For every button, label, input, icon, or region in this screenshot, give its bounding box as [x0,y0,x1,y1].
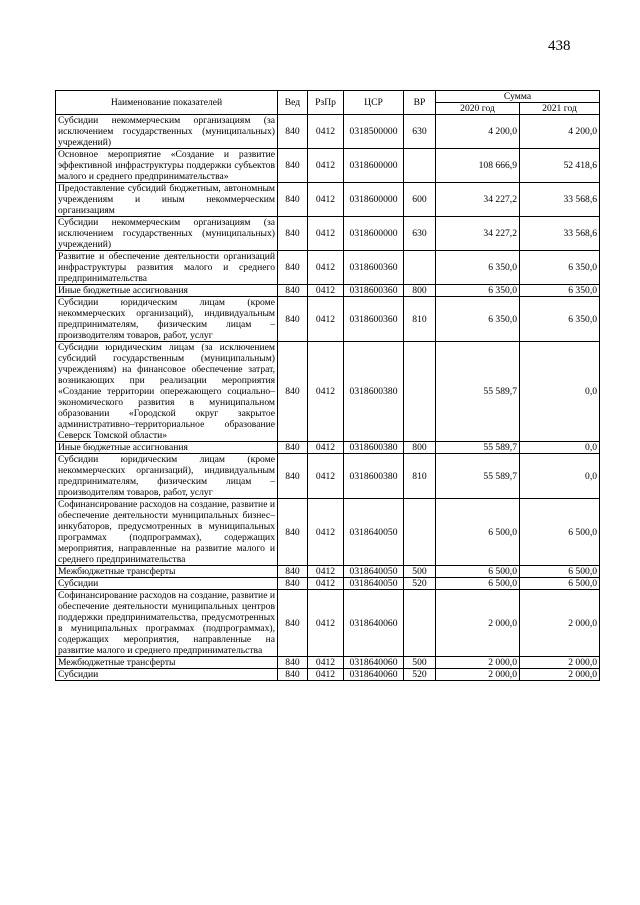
row-vr [404,342,436,442]
row-sum-2021: 6 350,0 [520,297,600,342]
table-row [56,590,600,657]
row-rzpr: 0412 [308,342,344,442]
table-row [56,442,600,454]
row-vr: 500 [404,657,436,669]
header-ved: Вед [278,91,308,115]
row-ved: 840 [278,454,308,499]
row-name: Иные бюджетные ассигнования [56,285,278,297]
table-row [56,217,600,251]
row-ved: 840 [278,297,308,342]
row-name: Предоставление субсидий бюджетным, автономным учреждениям и иным некоммерческим организациям [56,183,278,217]
row-sum-2020: 34 227,2 [436,183,520,217]
row-name: Субсидии юридическим лицам (кроме некоммерческих организаций), индивидуальным предпринимателям, физическим лицам – производителям товаров, работ, услуг [56,297,278,342]
row-sum-2021: 2 000,0 [520,669,600,681]
row-sum-2021: 6 500,0 [520,499,600,566]
table-row [56,454,600,499]
row-rzpr: 0412 [308,115,344,149]
row-csr: 0318600380 [344,454,404,499]
row-name: Субсидии [56,578,278,590]
row-name: Субсидии [56,669,278,681]
row-sum-2021: 0,0 [520,342,600,442]
row-vr: 810 [404,297,436,342]
row-ved: 840 [278,590,308,657]
row-rzpr: 0412 [308,566,344,578]
row-vr: 810 [404,454,436,499]
row-sum-2020: 6 500,0 [436,578,520,590]
row-vr: 520 [404,578,436,590]
row-name: Основное мероприятие «Создание и развитие эффективной инфраструктуры поддержки субъектов малого и среднего предпринимательства» [56,149,278,183]
table-row [56,149,600,183]
row-ved: 840 [278,657,308,669]
row-vr: 600 [404,183,436,217]
row-csr: 0318600360 [344,251,404,285]
row-rzpr: 0412 [308,657,344,669]
row-csr: 0318600000 [344,183,404,217]
row-sum-2021: 6 500,0 [520,578,600,590]
row-sum-2021: 33 568,6 [520,183,600,217]
row-rzpr: 0412 [308,578,344,590]
row-rzpr: 0412 [308,217,344,251]
table-row [56,578,600,590]
row-csr: 0318600360 [344,297,404,342]
row-vr [404,149,436,183]
row-csr: 0318600000 [344,149,404,183]
row-sum-2020: 2 000,0 [436,669,520,681]
row-sum-2020: 6 500,0 [436,499,520,566]
table-row [56,251,600,285]
row-rzpr: 0412 [308,251,344,285]
row-vr: 630 [404,115,436,149]
row-sum-2020: 6 350,0 [436,285,520,297]
row-vr [404,590,436,657]
row-rzpr: 0412 [308,590,344,657]
row-vr: 500 [404,566,436,578]
header-2021: 2021 год [520,103,600,115]
row-name: Субсидии юридическим лицам (кроме некоммерческих организаций), индивидуальным предпринимателям, физическим лицам – производителям товаров, работ, услуг [56,454,278,499]
row-name: Субсидии юридическим лицам (за исключением субсидий государственным (муниципальным) учреждениям) на финансовое обеспечение затрат, возникающих при реализации мероприятия «Создание территории опережающего социально–экономического развития в муниципальном образовании «Городской округ закрытое административно–территориальное образование Северск Томской области» [56,342,278,442]
row-name: Субсидии некоммерческим организациям (за исключением государственных (муниципальных) учреждений) [56,217,278,251]
row-csr: 0318640060 [344,669,404,681]
row-rzpr: 0412 [308,499,344,566]
row-rzpr: 0412 [308,285,344,297]
row-sum-2020: 55 589,7 [436,454,520,499]
row-rzpr: 0412 [308,454,344,499]
row-sum-2020: 55 589,7 [436,442,520,454]
row-csr: 0318600000 [344,217,404,251]
row-sum-2020: 2 000,0 [436,657,520,669]
row-ved: 840 [278,149,308,183]
row-sum-2020: 6 350,0 [436,251,520,285]
row-rzpr: 0412 [308,442,344,454]
row-vr: 520 [404,669,436,681]
row-vr: 630 [404,217,436,251]
row-name: Иные бюджетные ассигнования [56,442,278,454]
row-csr: 0318600380 [344,442,404,454]
row-name: Межбюджетные трансферты [56,566,278,578]
table-row [56,657,600,669]
row-csr: 0318600360 [344,285,404,297]
row-sum-2020: 4 200,0 [436,115,520,149]
row-ved: 840 [278,566,308,578]
row-csr: 0318600380 [344,342,404,442]
row-csr: 0318640060 [344,590,404,657]
header-name: Наименование показателей [56,91,278,115]
row-sum-2020: 55 589,7 [436,342,520,442]
row-csr: 0318640050 [344,578,404,590]
row-sum-2021: 6 500,0 [520,566,600,578]
row-ved: 840 [278,578,308,590]
row-csr: 0318640050 [344,499,404,566]
row-sum-2021: 2 000,0 [520,590,600,657]
row-sum-2020: 108 666,9 [436,149,520,183]
row-sum-2021: 33 568,6 [520,217,600,251]
row-sum-2021: 6 350,0 [520,251,600,285]
row-vr: 800 [404,442,436,454]
row-ved: 840 [278,183,308,217]
row-rzpr: 0412 [308,149,344,183]
row-ved: 840 [278,285,308,297]
row-csr: 0318640060 [344,657,404,669]
table-row [56,285,600,297]
row-ved: 840 [278,669,308,681]
row-sum-2021: 6 350,0 [520,285,600,297]
row-ved: 840 [278,442,308,454]
row-vr: 800 [404,285,436,297]
table-row [56,499,600,566]
header-rzpr: РзПр [308,91,344,115]
header-2020: 2020 год [436,103,520,115]
row-sum-2020: 34 227,2 [436,217,520,251]
row-ved: 840 [278,499,308,566]
row-name: Субсидии некоммерческим организациям (за исключением государственных (муниципальных) учреждений) [56,115,278,149]
header-vr: ВР [404,91,436,115]
row-vr [404,499,436,566]
table-row [56,297,600,342]
row-sum-2020: 2 000,0 [436,590,520,657]
row-name: Софинансирование расходов на создание, развитие и обеспечение деятельности муниципальных центров поддержки предпринимательства, предусмотренных в муниципальных программах (подпрограммах), содержащих мероприятия, направленные на развитие малого и среднего предпринимательства [56,590,278,657]
row-vr [404,251,436,285]
row-sum-2021: 2 000,0 [520,657,600,669]
page-number: 438 [548,38,571,54]
table-row [56,669,600,681]
table-row [56,566,600,578]
row-sum-2021: 52 418,6 [520,149,600,183]
row-name: Развитие и обеспечение деятельности организаций инфраструктуры развития малого и среднего предпринимательства [56,251,278,285]
row-name: Софинансирование расходов на создание, развитие и обеспечение деятельности муниципальных бизнес–инкубаторов, предусмотренных в муниципальных программах (подпрограммах), содержащих мероприятия, направленные на развитие малого и среднего предпринимательства [56,499,278,566]
budget-table [55,90,600,681]
row-name: Межбюджетные трансферты [56,657,278,669]
row-csr: 0318500000 [344,115,404,149]
row-ved: 840 [278,217,308,251]
header-sum: Сумма [436,91,600,103]
table-row [56,342,600,442]
row-sum-2021: 4 200,0 [520,115,600,149]
row-ved: 840 [278,115,308,149]
row-sum-2020: 6 500,0 [436,566,520,578]
row-rzpr: 0412 [308,669,344,681]
row-sum-2020: 6 350,0 [436,297,520,342]
table-row [56,183,600,217]
row-rzpr: 0412 [308,297,344,342]
row-ved: 840 [278,251,308,285]
row-sum-2021: 0,0 [520,454,600,499]
table-row [56,115,600,149]
row-ved: 840 [278,342,308,442]
header-csr: ЦСР [344,91,404,115]
row-rzpr: 0412 [308,183,344,217]
row-sum-2021: 0,0 [520,442,600,454]
row-csr: 0318640050 [344,566,404,578]
